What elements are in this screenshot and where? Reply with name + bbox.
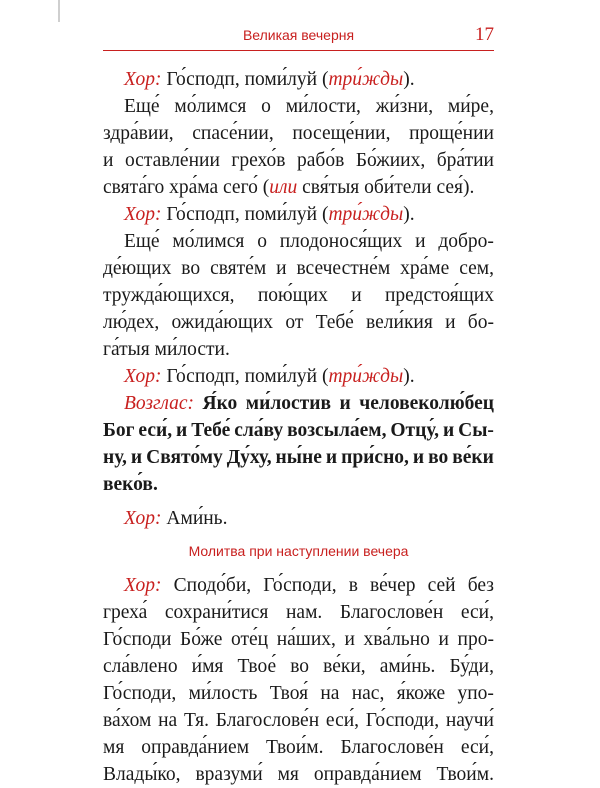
- choir-line: Хор: Го́сподп, поми́луй ( три́жды ).: [124, 204, 415, 225]
- text-line: Еще́ мо́лимся о плодонося́щих и добро-: [124, 231, 494, 252]
- text-line: Влады́ко, вразуми́ мя оправда́нием Твои́м.: [103, 764, 494, 785]
- choir-line: Хор: Ами́нь.: [124, 508, 228, 529]
- text-line: Хор: Сподо́би, Го́споди, в ве́чер сей без: [124, 575, 494, 596]
- exclamation-line: Возглас: Я́ко ми́лостив и человеколю́бец: [124, 393, 494, 414]
- page-edge-mark: [58, 0, 60, 22]
- text-line: де́ющих во святе́м и всечестне́м хра́ме сем,: [103, 258, 494, 279]
- exclamation-line: Бог еси́, и Тебе́ сла́ву возсыла́ем, Отцу́, и Сы-: [103, 420, 494, 441]
- text-line: тружда́ющихся, пою́щих и предстоя́щих: [103, 285, 494, 306]
- body-text: [103, 66, 494, 788]
- text-line: Еще́ мо́лимся о ми́лости, жи́зни, ми́ре,: [124, 96, 494, 117]
- running-title: Великая вечерня: [242, 27, 355, 43]
- choir-line: Хор: Го́сподп, поми́луй ( три́жды ).: [124, 69, 415, 90]
- text-line: га́тыя ми́лости.: [103, 339, 230, 360]
- header-rule: [103, 50, 494, 51]
- text-line: Го́споди Бо́же оте́ц на́ших, и хва́льно и про-: [103, 629, 494, 650]
- text-line: сла́влено и́мя Твое́ во ве́ки, ами́нь. Бу́ди,: [103, 656, 494, 677]
- page-number: 17: [475, 24, 494, 45]
- text-line: и оставле́нии грехо́в рабо́в Бо́жиих, бра́тии: [103, 150, 494, 171]
- text-line: греха́ сохрани́тися нам. Благослове́н еси́,: [103, 602, 494, 623]
- text-line: здра́вии, спасе́нии, посеще́нии, проще́нии: [103, 123, 494, 144]
- choir-line: Хор: Го́сподп, поми́луй ( три́жды ).: [124, 366, 415, 387]
- text-line: Го́споди, ми́лость Твоя́ на нас, я́коже упо-: [103, 683, 494, 704]
- text-line: мя оправда́нием Твои́м. Благослове́н еси́,: [103, 737, 494, 758]
- page-header: [103, 24, 494, 46]
- text-line: ва́хом на Тя. Благослове́н еси́, Го́споди, научи́: [103, 710, 494, 731]
- text-line: лю́дех, ожида́ющих от Тебе́ вели́кия и бо-: [103, 312, 494, 333]
- exclamation-line: ну, и Свято́му Ду́ху, ны́не и при́сно, и во ве́ки: [103, 447, 494, 468]
- text-line: свята́го хра́ма сего́ ( или свя́тыя оби́тели сея́).: [103, 177, 475, 198]
- prayer-subtitle: Молитва при наступлении вечера: [188, 543, 409, 559]
- exclamation-line: веко́в.: [103, 474, 158, 495]
